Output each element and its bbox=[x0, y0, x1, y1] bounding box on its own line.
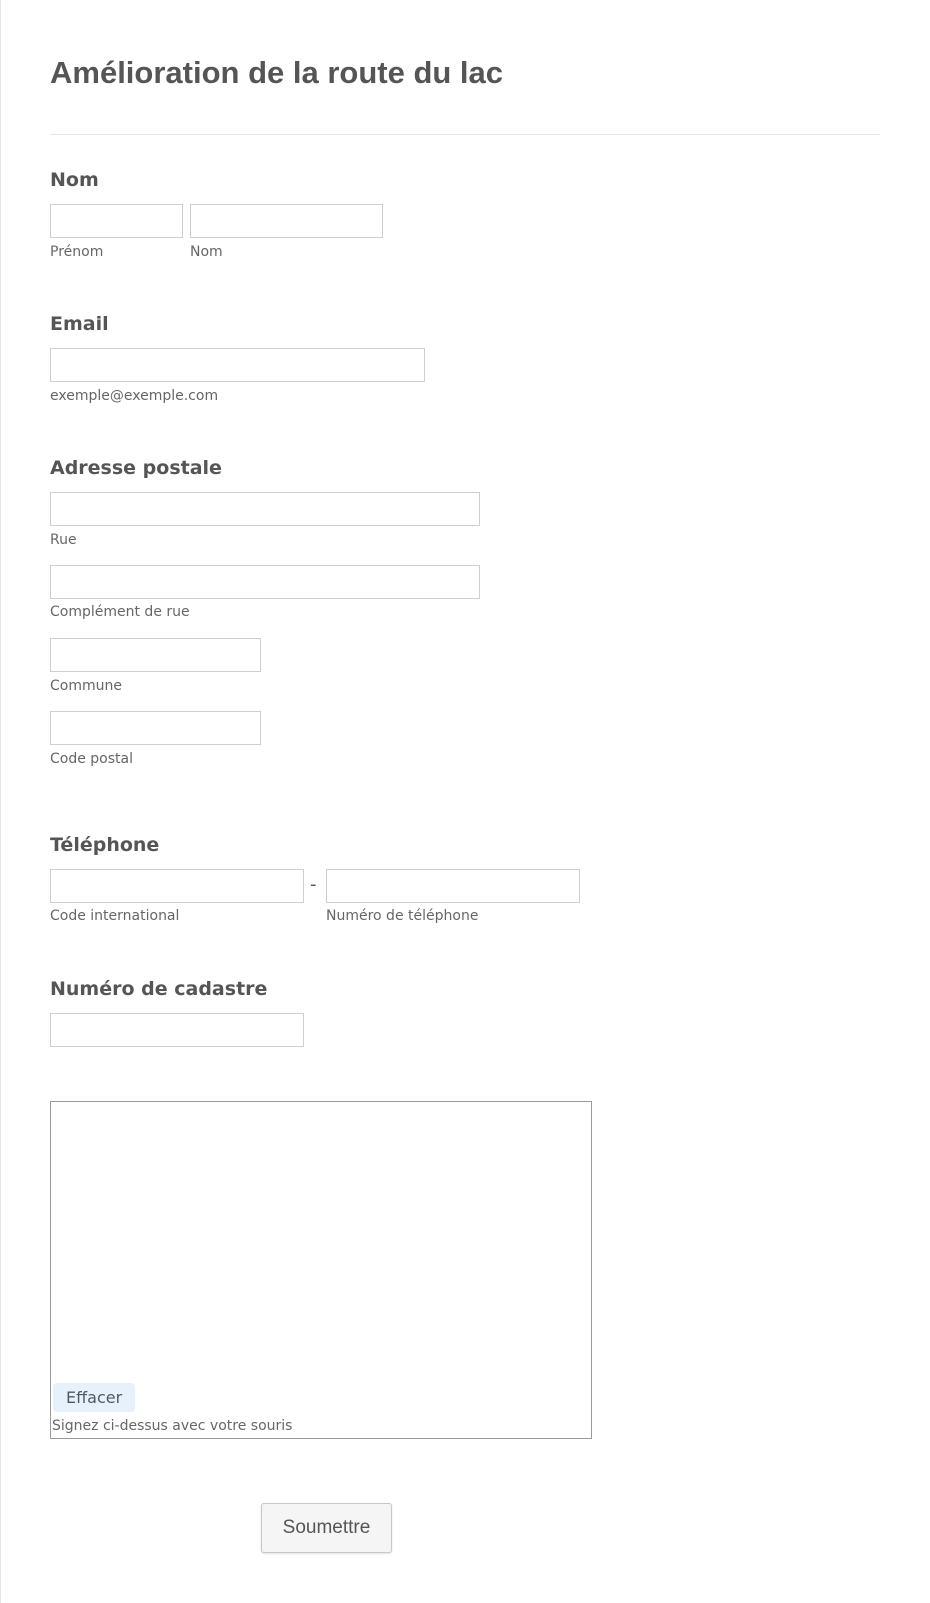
phone-separator: - bbox=[310, 874, 317, 895]
first-name-sublabel: Prénom bbox=[50, 244, 104, 260]
cadastre-input[interactable] bbox=[50, 1013, 304, 1047]
frame-left-border bbox=[0, 0, 1, 1603]
form-title: Amélioration de la route du lac bbox=[50, 55, 504, 90]
zip-sublabel: Code postal bbox=[50, 751, 133, 767]
name-label: Nom bbox=[50, 169, 99, 191]
phone-number-sublabel: Numéro de téléphone bbox=[326, 908, 479, 924]
address-label: Adresse postale bbox=[50, 457, 222, 479]
last-name-input[interactable] bbox=[190, 204, 383, 238]
first-name-input[interactable] bbox=[50, 204, 183, 238]
phone-number-input[interactable] bbox=[326, 869, 580, 903]
signature-canvas[interactable] bbox=[51, 1102, 591, 1382]
city-sublabel: Commune bbox=[50, 678, 122, 694]
title-divider bbox=[50, 134, 880, 135]
phone-area-sublabel: Code international bbox=[50, 908, 180, 924]
email-sublabel: exemple@exemple.com bbox=[50, 388, 219, 404]
email-input[interactable] bbox=[50, 348, 425, 382]
phone-label: Téléphone bbox=[50, 834, 160, 856]
phone-area-input[interactable] bbox=[50, 869, 304, 903]
submit-button[interactable]: Soumettre bbox=[261, 1503, 392, 1553]
street-sublabel: Rue bbox=[50, 532, 77, 548]
email-label: Email bbox=[50, 313, 109, 335]
clear-signature-button[interactable]: Effacer bbox=[53, 1383, 135, 1412]
cadastre-label: Numéro de cadastre bbox=[50, 978, 268, 1000]
zip-input[interactable] bbox=[50, 711, 261, 745]
street-input[interactable] bbox=[50, 492, 480, 526]
street2-sublabel: Complément de rue bbox=[50, 604, 190, 620]
street2-input[interactable] bbox=[50, 565, 480, 599]
signature-box bbox=[50, 1101, 592, 1439]
signature-hint: Signez ci-dessus avec votre souris bbox=[52, 1418, 293, 1434]
last-name-sublabel: Nom bbox=[190, 244, 223, 260]
city-input[interactable] bbox=[50, 638, 261, 672]
